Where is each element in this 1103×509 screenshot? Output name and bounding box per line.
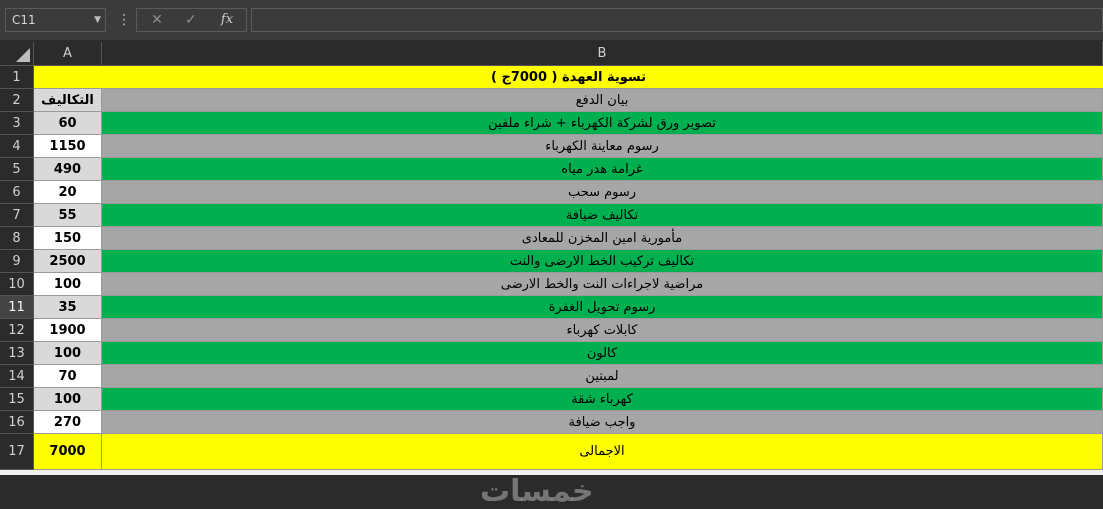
- row-header-1[interactable]: 1: [0, 66, 34, 89]
- cell-b2[interactable]: بيان الدفع: [102, 89, 1103, 112]
- name-box-value: C11: [12, 13, 36, 27]
- cell-a7[interactable]: 55: [34, 204, 102, 227]
- row-header-11[interactable]: 11: [0, 296, 34, 319]
- cell-b9[interactable]: تكاليف تركيب الخط الارضى والنت: [102, 250, 1103, 273]
- cell-a17[interactable]: 7000: [34, 434, 102, 470]
- formula-toolbar: [0, 0, 1103, 40]
- cell-b7[interactable]: تكاليف ضيافة: [102, 204, 1103, 227]
- row-header-14[interactable]: 14: [0, 365, 34, 388]
- row-header-13[interactable]: 13: [0, 342, 34, 365]
- more-options-icon[interactable]: ⋮: [117, 12, 131, 28]
- cell-b6[interactable]: رسوم سحب: [102, 181, 1103, 204]
- formula-input[interactable]: [251, 8, 1103, 32]
- column-header-a[interactable]: A: [34, 42, 102, 66]
- insert-function-icon[interactable]: fx: [220, 12, 234, 27]
- row-header-10[interactable]: 10: [0, 273, 34, 296]
- cell-b11[interactable]: رسوم تحويل الغفرة: [102, 296, 1103, 319]
- cell-a4[interactable]: 1150: [34, 135, 102, 158]
- cell-a9[interactable]: 2500: [34, 250, 102, 273]
- row-header-9[interactable]: 9: [0, 250, 34, 273]
- cell-a13[interactable]: 100: [34, 342, 102, 365]
- watermark: خمسات: [480, 474, 594, 509]
- cell-b12[interactable]: كابلات كهرباء: [102, 319, 1103, 342]
- cell-b8[interactable]: مأمورية امين المخزن للمعادى: [102, 227, 1103, 250]
- cell-a10[interactable]: 100: [34, 273, 102, 296]
- name-box[interactable]: [5, 8, 106, 32]
- row-header-12[interactable]: 12: [0, 319, 34, 342]
- cell-a12[interactable]: 1900: [34, 319, 102, 342]
- cell-b16[interactable]: واجب ضيافة: [102, 411, 1103, 434]
- cell-a3[interactable]: 60: [34, 112, 102, 135]
- cell-a8[interactable]: 150: [34, 227, 102, 250]
- cell-b5[interactable]: غرامة هدر مياه: [102, 158, 1103, 181]
- cell-a15[interactable]: 100: [34, 388, 102, 411]
- title-cell[interactable]: تسوية العهدة ( 7000ج ): [34, 66, 1103, 89]
- column-header-b[interactable]: B: [102, 42, 1103, 66]
- spreadsheet-grid: [0, 42, 1103, 509]
- cell-a11[interactable]: 35: [34, 296, 102, 319]
- select-all-icon: [16, 48, 30, 62]
- cell-b15[interactable]: كهرباء شقة: [102, 388, 1103, 411]
- cell-b17[interactable]: الاجمالى: [102, 434, 1103, 470]
- formula-buttons: [136, 8, 247, 32]
- row-header-4[interactable]: 4: [0, 135, 34, 158]
- cell-a2[interactable]: التكاليف: [34, 89, 102, 112]
- cell-a5[interactable]: 490: [34, 158, 102, 181]
- row-header-16[interactable]: 16: [0, 411, 34, 434]
- chevron-down-icon[interactable]: ▼: [94, 15, 101, 25]
- row-header-6[interactable]: 6: [0, 181, 34, 204]
- cell-b4[interactable]: رسوم معاينة الكهرباء: [102, 135, 1103, 158]
- cell-b10[interactable]: مراضية لاجراءات النت والخط الارضى: [102, 273, 1103, 296]
- row-header-5[interactable]: 5: [0, 158, 34, 181]
- cell-b3[interactable]: تصوير ورق لشركة الكهرباء + شراء ملفين: [102, 112, 1103, 135]
- cell-a6[interactable]: 20: [34, 181, 102, 204]
- enter-icon[interactable]: ✓: [185, 12, 197, 28]
- cell-a16[interactable]: 270: [34, 411, 102, 434]
- row-header-2[interactable]: 2: [0, 89, 34, 112]
- cell-b13[interactable]: كالون: [102, 342, 1103, 365]
- cell-a14[interactable]: 70: [34, 365, 102, 388]
- cell-b14[interactable]: لمبتين: [102, 365, 1103, 388]
- select-all-button[interactable]: [0, 42, 34, 66]
- row-header-8[interactable]: 8: [0, 227, 34, 250]
- row-header-15[interactable]: 15: [0, 388, 34, 411]
- row-header-3[interactable]: 3: [0, 112, 34, 135]
- row-header-17[interactable]: 17: [0, 434, 34, 470]
- row-header-7[interactable]: 7: [0, 204, 34, 227]
- cancel-icon[interactable]: ✕: [151, 12, 163, 28]
